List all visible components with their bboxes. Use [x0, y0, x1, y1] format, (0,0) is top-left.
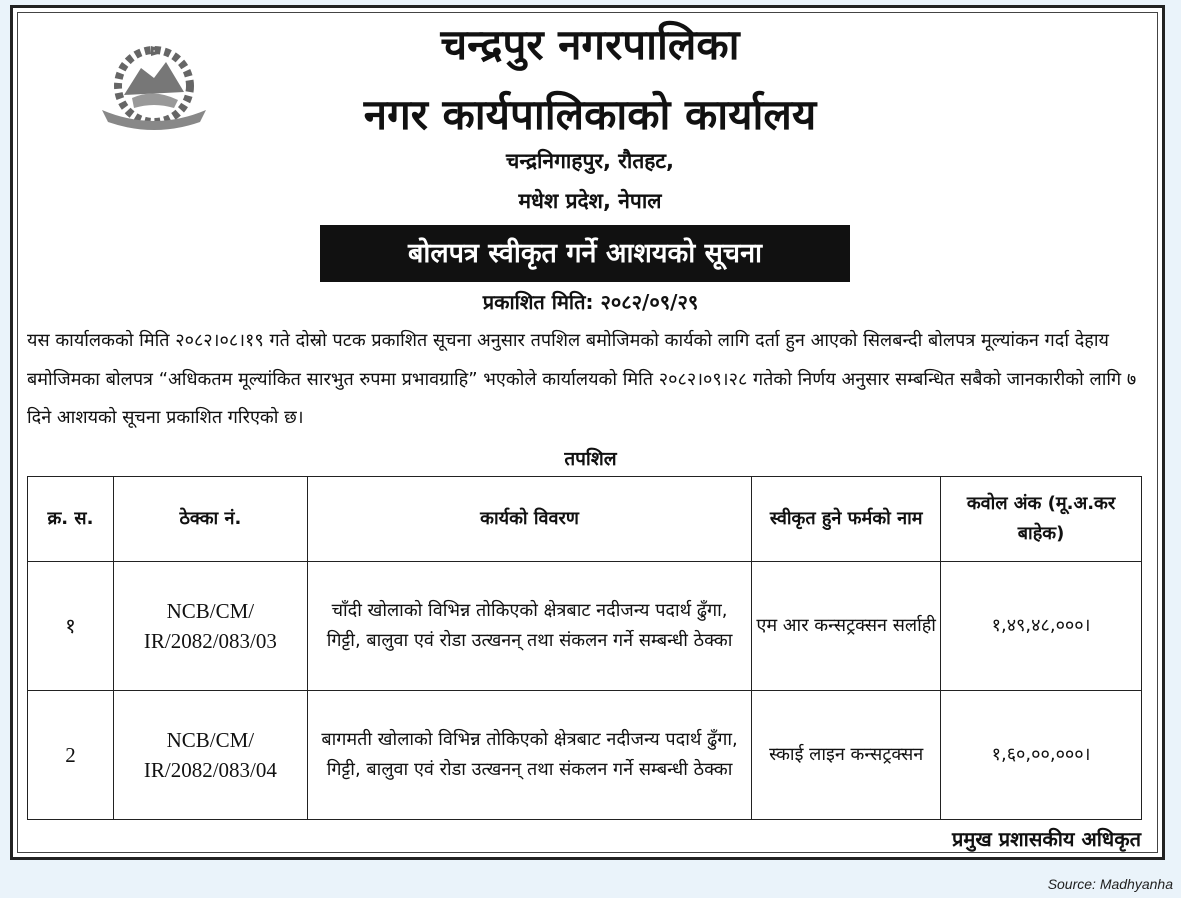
notice-title: बोलपत्र स्वीकृत गर्ने आशयको सूचना — [320, 225, 850, 282]
notice-body: यस कार्यालकको मिति २०८२।०८।१९ गते दोस्रो पटक प्रकाशित सूचना अनुसार तपशिल बमोजिमको कार्यको लागि दर्ता हुन आएको सिलबन्दी बोलपत्र मूल्यांकन गर्दा देहाय बमोजिमका बोलपत्र “अधिकतम मूल्यांकित सारभुत रुपमा प्रभावग्राहि” भएकोले कार्यालयको मिति २०८२।०९।२८ गतेको निर्णय अनुसार सम्बन्धित सबैको जानकारीको लागि ७ दिने आशयको सूचना प्रकाशित गरिएको छ। — [27, 330, 1137, 428]
header-firm: स्वीकृत हुने फर्मको नाम — [752, 477, 941, 562]
header-description: कार्यको विवरण — [307, 477, 751, 562]
cell-description: चाँदी खोलाको विभिन्न तोकिएको क्षेत्रबाट नदीजन्य पदार्थ ढुँगा, गिट्टी, बालुवा एवं रोडा उत्खनन् तथा संकलन गर्ने सम्बन्धी ठेक्का — [307, 562, 751, 691]
signatory: प्रमुख प्रशासकीय अधिकृत — [952, 827, 1141, 851]
table-header-row — [28, 477, 1142, 562]
office-title: नगर कार्यपालिकाको कार्यालय — [363, 90, 817, 139]
schedule-heading: तपशिल — [564, 448, 617, 470]
cell-amount: १,४९,४८,०००। — [941, 562, 1142, 691]
table-row — [28, 562, 1142, 691]
cell-sn: 2 — [28, 691, 114, 820]
cell-amount: १,६०,००,०००। — [941, 691, 1142, 820]
contracts-table — [27, 476, 1142, 820]
source-credit: Source: Madhyanha — [1047, 876, 1173, 892]
municipality-title: चन्द्रपुर नगरपालिका — [440, 20, 740, 69]
cell-firm: एम आर कन्सट्रक्सन सर्लाही — [752, 562, 941, 691]
cell-sn: १ — [28, 562, 114, 691]
cell-contract-no: NCB/CM/ IR/2082/083/04 — [113, 691, 307, 820]
header-contract-no: ठेक्का नं. — [113, 477, 307, 562]
cell-description: बागमती खोलाको विभिन्न तोकिएको क्षेत्रबाट नदीजन्य पदार्थ ढुँगा, गिट्टी, बालुवा एवं रोडा उत्खनन् तथा संकलन गर्ने सम्बन्धी ठेक्का — [307, 691, 751, 820]
cell-contract-no: NCB/CM/ IR/2082/083/03 — [113, 562, 307, 691]
address-line-2: मधेश प्रदेश, नेपाल — [518, 189, 662, 213]
cell-firm: स्काई लाइन कन्सट्रक्सन — [752, 691, 941, 820]
table-row — [28, 691, 1142, 820]
published-date: प्रकाशित मिति: २०८२/०९/२९ — [482, 290, 699, 314]
header-sn: क्र. स. — [28, 477, 114, 562]
address-line-1: चन्द्रनिगाहपुर, रौतहट, — [506, 149, 674, 173]
header-amount: कवोल अंक (मू.अ.कर बाहेक) — [941, 477, 1142, 562]
nepal-emblem-icon — [96, 40, 212, 132]
